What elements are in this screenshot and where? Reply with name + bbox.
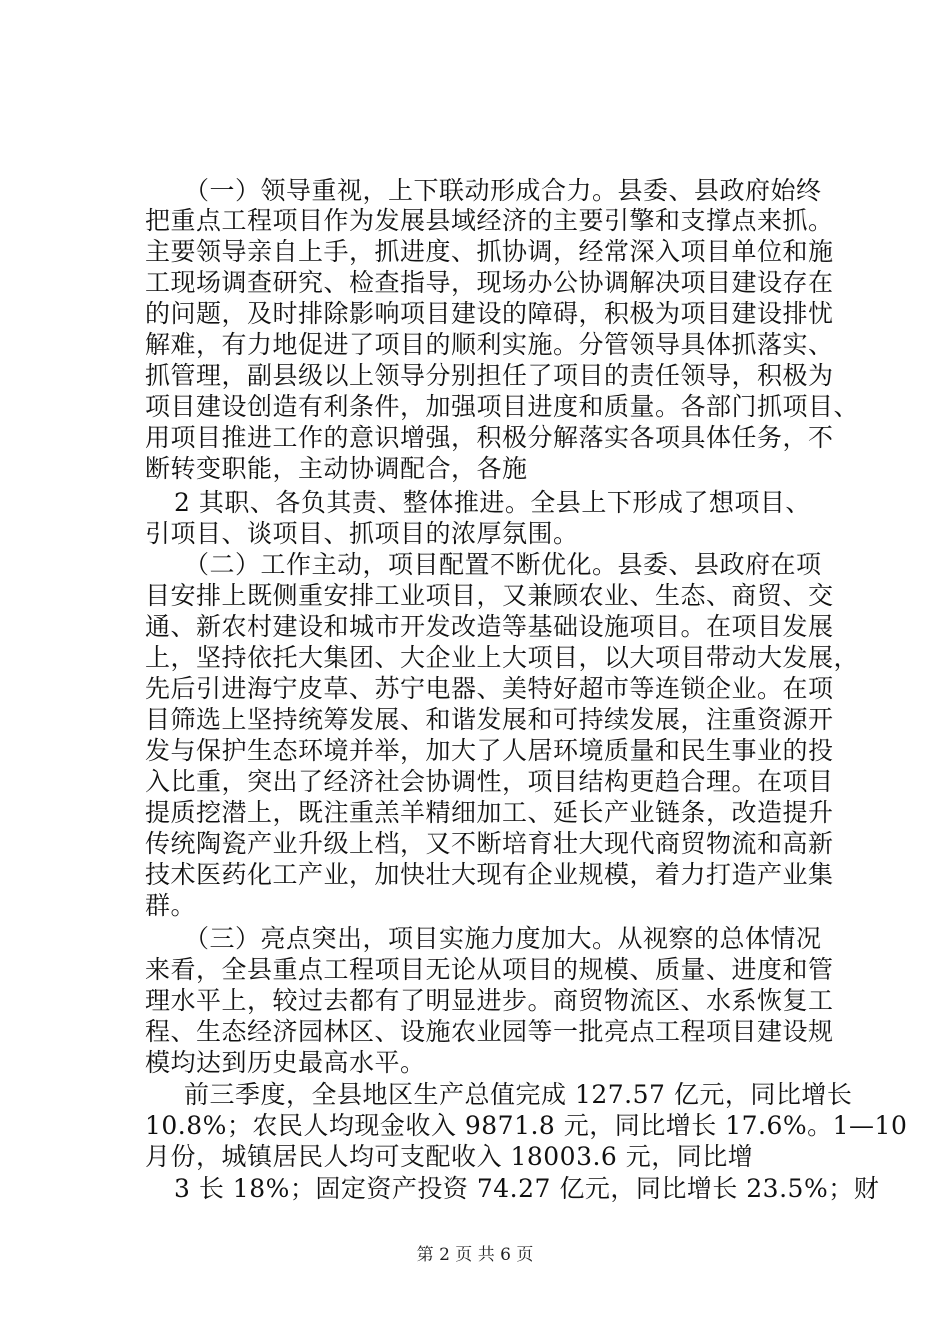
text-line: 提质挖潜上，既注重羔羊精细加工、延长产业链条，改造提升 — [145, 798, 834, 827]
text-line: 来看，全县重点工程项目无论从项目的规模、质量、进度和管 — [145, 955, 834, 984]
text-line: 用项目推进工作的意识增强，积极分解落实各项具体任务，不 — [145, 423, 834, 452]
text-line: 断转变职能，主动协调配合，各施 — [145, 454, 528, 483]
text-line: 通、新农村建设和城市开发改造等基础设施项目。在项目发展 — [145, 612, 834, 641]
text-line: 把重点工程项目作为发展县域经济的主要引擎和支撑点来抓。 — [145, 206, 834, 235]
text-line: 理水平上，较过去都有了明显进步。商贸物流区、水系恢复工 — [145, 986, 834, 1015]
text-line: 工现场调查研究、检查指导，现场办公协调解决项目建设存在 — [145, 268, 834, 297]
text-line: 群。 — [145, 891, 197, 920]
text-line: 引项目、谈项目、抓项目的浓厚氛围。 — [145, 519, 579, 548]
text-line: 上，坚持依托大集团、大企业上大项目，以大项目带动大发展， — [145, 643, 860, 672]
text-line: 主要领导亲自上手，抓进度、抓协调，经常深入项目单位和施 — [145, 237, 834, 266]
text-line: （一）领导重视，上下联动形成合力。县委、县政府始终 — [184, 176, 822, 205]
text-line: 目安排上既侧重安排工业项目，又兼顾农业、生态、商贸、交 — [145, 581, 834, 610]
page-footer: 第 2 页 共 6 页 — [416, 1245, 534, 1265]
text-line: 月份，城镇居民人均可支配收入 18003.6 元，同比增 — [145, 1142, 754, 1171]
text-line: 3 长 18%；固定资产投资 74.27 亿元，同比增长 23.5%；财 — [174, 1174, 880, 1203]
text-line: 项目建设创造有利条件，加强项目进度和质量。各部门抓项目、 — [145, 392, 860, 421]
text-line: 入比重，突出了经济社会协调性，项目结构更趋合理。在项目 — [145, 767, 834, 796]
text-line: 传统陶瓷产业升级上档，又不断培育壮大现代商贸物流和高新 — [145, 829, 834, 858]
text-line: （三）亮点突出，项目实施力度加大。从视察的总体情况 — [184, 924, 822, 953]
text-line: 的问题，及时排除影响项目建设的障碍，积极为项目建设排忧 — [145, 299, 834, 328]
text-line: 解难，有力地促进了项目的顺利实施。分管领导具体抓落实、 — [145, 330, 834, 359]
text-line: 技术医药化工产业，加快壮大现有企业规模，着力打造产业集 — [145, 860, 834, 889]
text-line: 目筛选上坚持统筹发展、和谐发展和可持续发展，注重资源开 — [145, 705, 834, 734]
text-line: 10.8%；农民人均现金收入 9871.8 元，同比增长 17.6%。1—10 — [145, 1111, 908, 1140]
text-line: 抓管理，副县级以上领导分别担任了项目的责任领导，积极为 — [145, 361, 834, 390]
text-line: 前三季度，全县地区生产总值完成 127.57 亿元，同比增长 — [184, 1080, 853, 1109]
text-line: 2 其职、各负其责、整体推进。全县上下形成了想项目、 — [174, 488, 811, 517]
text-line: 模均达到历史最高水平。 — [145, 1048, 426, 1077]
text-line: 程、生态经济园林区、设施农业园等一批亮点工程项目建设规 — [145, 1017, 834, 1046]
text-line: （二）工作主动，项目配置不断优化。县委、县政府在项 — [184, 550, 822, 579]
text-line: 先后引进海宁皮草、苏宁电器、美特好超市等连锁企业。在项 — [145, 674, 834, 703]
text-line: 发与保护生态环境并举，加大了人居环境质量和民生事业的投 — [145, 736, 834, 765]
